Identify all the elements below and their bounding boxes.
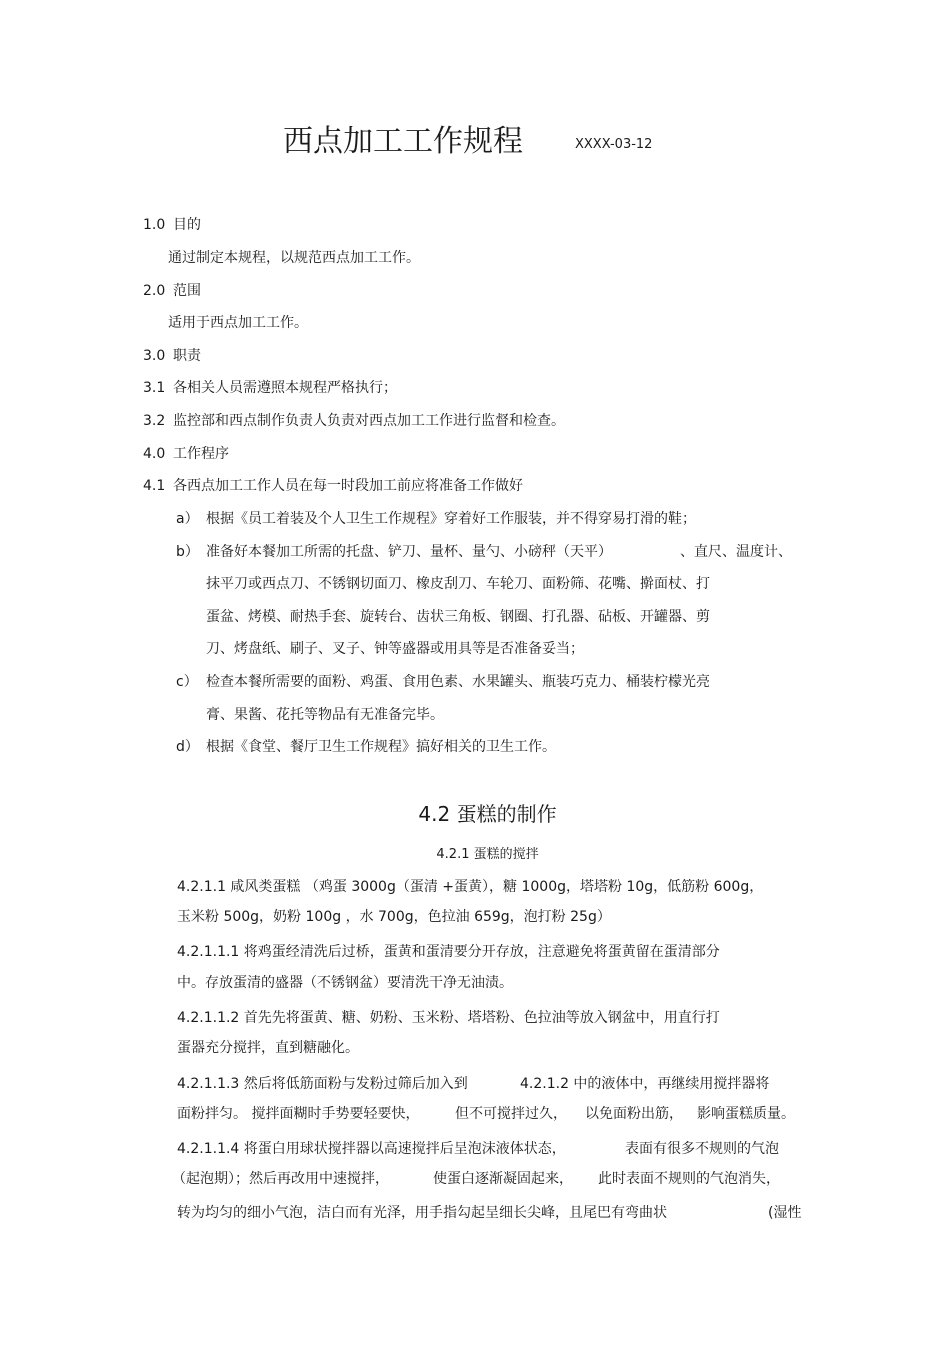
- list-item-label: a）: [176, 511, 199, 527]
- section-number: 2.0: [143, 283, 166, 299]
- paragraph-line: 此时表面不规则的气泡消失，: [598, 1171, 780, 1187]
- section-text: 各西点加工工作人员在每一时段加工前应将准备工作做好: [173, 478, 523, 494]
- list-item-label: d）: [176, 739, 199, 755]
- section-number: 3.1: [143, 380, 166, 396]
- paragraph-line: 转为均匀的细小气泡，洁白而有光泽，用手指勾起呈细长尖峰，且尾巴有弯曲状: [177, 1205, 667, 1221]
- paragraph-line: （起泡期）；然后再改用中速搅拌，: [172, 1171, 389, 1187]
- paragraph-line: 蛋器充分搅拌，直到糖融化。: [177, 1040, 359, 1056]
- document-title: 西点加工工作规程: [283, 124, 523, 159]
- subsection-heading: 4.2.1 蛋糕的搅拌: [436, 847, 539, 862]
- paragraph-line: 4.2.1.1 咸风类蛋糕 （鸡蛋 3000g（蛋清 +蛋黄），糖 1000g，塔塔粉 10g，低筋粉 600g，: [177, 879, 764, 895]
- list-item-text: 、直尺、温度计、: [680, 544, 792, 560]
- paragraph-line: 4.2.1.1.2 首先先将蛋黄、糖、奶粉、玉米粉、塔塔粉、色拉油等放入钢盆中，用直行打: [177, 1010, 720, 1026]
- paragraph-line: 但不可搅拌过久，: [455, 1106, 567, 1122]
- paragraph-line: (湿性: [768, 1205, 802, 1221]
- paragraph-line: 4.2.1.1.4 将蛋白用球状搅拌器以高速搅拌后呈泡沫液体状态，: [177, 1141, 566, 1157]
- list-item-text: 抹平刀或西点刀、不锈钢切面刀、橡皮刮刀、车轮刀、面粉筛、花嘴、擀面杖、打: [206, 576, 710, 592]
- section-number: 3.2: [143, 413, 166, 429]
- paragraph-line: 4.2.1.2 中的液体中，再继续用搅拌器将: [520, 1076, 770, 1092]
- section-number: 4.0: [143, 446, 166, 462]
- paragraph-line: 面粉拌匀。 搅拌面糊时手势要轻要快，: [177, 1106, 420, 1122]
- section-title: 职责: [173, 348, 201, 364]
- section-body: 通过制定本规程，以规范西点加工工作。: [168, 250, 420, 266]
- list-item-text: 刀、烤盘纸、刷子、叉子、钟等盛器或用具等是否准备妥当；: [206, 641, 584, 657]
- list-item-text: 膏、果酱、花托等物品有无准备完毕。: [206, 707, 444, 723]
- paragraph-line: 以免面粉出筋，: [585, 1106, 683, 1122]
- section-number: 3.0: [143, 348, 166, 364]
- paragraph-line: 4.2.1.1.3 然后将低筋面粉与发粉过筛后加入到: [177, 1076, 468, 1092]
- document-number: XXXX-03-12: [575, 137, 653, 152]
- paragraph-line: 玉米粉 500g，奶粉 100g ，水 700g，色拉油 659g，泡打粉 25g）: [177, 909, 611, 925]
- paragraph-line: 使蛋白逐渐凝固起来，: [433, 1171, 573, 1187]
- section-text: 监控部和西点制作负责人负责对西点加工工作进行监督和检查。: [173, 413, 565, 429]
- list-item-text: 检查本餐所需要的面粉、鸡蛋、食用色素、水果罐头、瓶装巧克力、桶装柠檬光亮: [206, 674, 710, 690]
- section-body: 适用于西点加工工作。: [168, 315, 308, 331]
- list-item-label: c）: [176, 674, 198, 690]
- list-item-text: 准备好本餐加工所需的托盘、铲刀、量杯、量勺、小磅秤（天平）: [206, 544, 612, 560]
- section-number: 1.0: [143, 217, 166, 233]
- paragraph-line: 4.2.1.1.1 将鸡蛋经清洗后过桥，蛋黄和蛋清要分开存放，注意避免将蛋黄留在蛋清部分: [177, 944, 720, 960]
- list-item-text: 蛋盆、烤模、耐热手套、旋转台、齿状三角板、钢圈、打孔器、砧板、开罐器、剪: [206, 609, 710, 625]
- paragraph-line: 中。存放蛋清的盛器（不锈钢盆）要清洗干净无油渍。: [177, 975, 513, 991]
- section-title: 工作程序: [173, 446, 229, 462]
- section-title: 目的: [173, 217, 201, 233]
- section-text: 各相关人员需遵照本规程严格执行；: [173, 380, 397, 396]
- list-item-text: 根据《员工着装及个人卫生工作规程》穿着好工作服装，并不得穿易打滑的鞋；: [206, 511, 696, 527]
- list-item-text: 根据《食堂、餐厅卫生工作规程》搞好相关的卫生工作。: [206, 739, 556, 755]
- list-item-label: b）: [176, 544, 199, 560]
- paragraph-line: 表面有很多不规则的气泡: [625, 1141, 779, 1157]
- section-number: 4.1: [143, 478, 166, 494]
- section-heading: 4.2 蛋糕的制作: [418, 802, 557, 826]
- paragraph-line: 影响蛋糕质量。: [697, 1106, 795, 1122]
- section-title: 范围: [173, 283, 201, 299]
